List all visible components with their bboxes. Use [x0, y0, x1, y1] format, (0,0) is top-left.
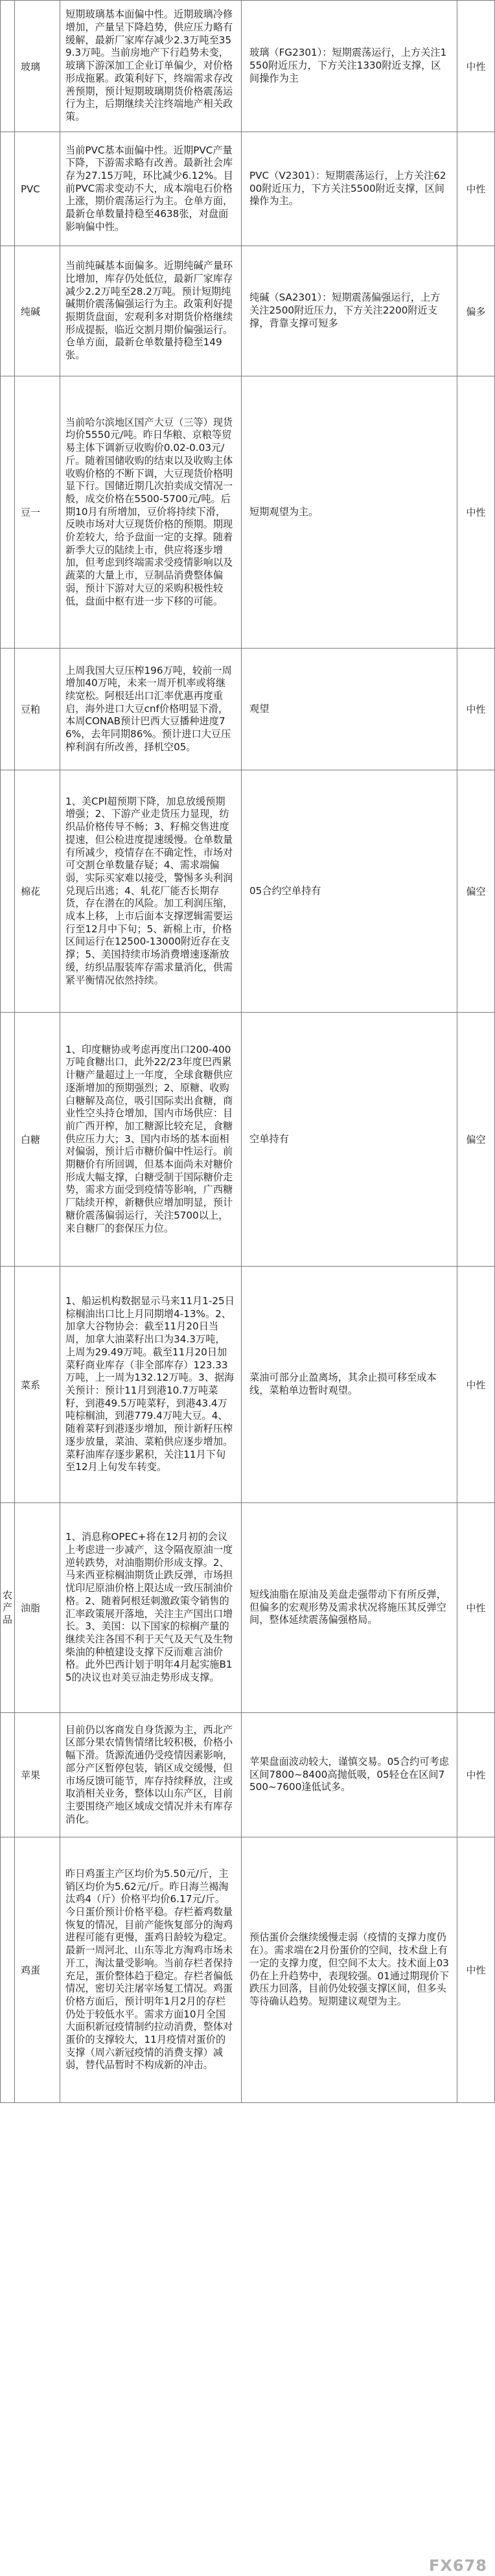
- product-name: 菜系: [15, 1267, 60, 1503]
- category-cell: [1, 649, 15, 770]
- table-row: [1, 132, 495, 246]
- fundamentals-text: 1、印度糖协或考虑再度出口200-400万吨食糖出口，此外22/23年度巴西累计糖产量超过上一年度，全球食糖供应逐渐增加的预期强烈；2、原糖、收购白糖解及高位，吸引国际卖出食糖，商业性空头持仓增加，国内市场供应：目前广西开榨，加工糖源比较充足，食糖供应压力大；3、国内市场的基本面相对偏弱，预计后市糖价偏中性运行。前期糖价有所回调，但基本面尚未对糖价形成大幅支撑，白糖受制于国际糖价走势，需求方面受到疫情等影响，广西糖厂陆续开榨，新糖供应增加明显，预计糖价震荡偏弱运行，关注5700以上，来自糖厂的套保压力位。: [60, 1013, 242, 1267]
- table-row: [1, 1713, 495, 1837]
- category-cell: [1, 1267, 15, 1503]
- fundamentals-text: 昨日鸡蛋主产区均价为5.50元/斤，主销区均价为5.62元/斤。昨日海兰褐淘汰鸡4（斤）价格平均价6.17元/斤。今日蛋价预计价格平稳。存栏蓄鸡数量恢复的情况，目前产能恢复部分的淘鸡进程可能有更慢，蛋鸡日龄较为稳定。最新一周河北、山东等北方淘鸡市场未开工，淘汰量受影响。当前存栏者保持充足，蛋价整体趋于稳定。存栏者偏低情况，密切关注屠宰场复工情况。鸡蛋价格方面后，预计明年1月2月的存栏仍处于较低水平。需求方面10月全国大面积新冠疫情制约拉动消费，整体对蛋价的支撑较大，11月疫情对蛋价的支撑（周六新冠疫情的消费支撑）减弱，替代品暂时不构成新的冲击。: [60, 1837, 242, 2103]
- watermark-logo: FX678: [429, 2557, 487, 2575]
- table-row: [1, 246, 495, 376]
- product-name: 豆一: [15, 376, 60, 649]
- technical-text: 短期观望为主。: [242, 376, 457, 649]
- view-badge: 中性: [457, 1, 495, 132]
- view-badge: 中性: [457, 1837, 495, 2103]
- category-cell: 农产品: [1, 1503, 15, 1713]
- view-badge: 中性: [457, 1267, 495, 1503]
- view-badge: 中性: [457, 376, 495, 649]
- technical-text: 玻璃（FG2301）：短期震荡运行，上方关注1550附近压力，下方关注1330附近支撑，区间操作为主: [242, 1, 457, 132]
- product-name: 油脂: [15, 1503, 60, 1713]
- product-name: 豆粕: [15, 649, 60, 770]
- category-cell: [1, 770, 15, 1013]
- view-badge: 偏空: [457, 770, 495, 1013]
- category-cell: [1, 246, 15, 376]
- view-badge: 中性: [457, 1713, 495, 1837]
- fundamentals-text: 当前PVC基本面偏中性。近期PVC产量下降，下游需求略有改善。最新社会库存为27.15万吨，环比减少6.12%。目前PVC需求变动不大，成本端电石价格上涨，期价震荡运行为主。仓单方面，最新仓单数量持稳至4638张，对盘面影响偏中性。: [60, 132, 242, 246]
- fundamentals-text: 1、船运机构数据显示马来11月1-25日棕榈油出口比上月同期增4-13%。2、加拿大谷物协会：截至11月20日当周，加拿大油菜籽出口为34.3万吨，上周为29.49万吨。截至11月20日加菜籽商业库存（非全部库存）123.33万吨，上一周为132.12万吨。3、据海关预计：预计11月到港10.7万吨菜籽，到港49.5万吨菜籽，到港43.4万吨棕榈油，到港779.4万吨大豆。4、随着菜籽到港逐步增加，预计新籽压榨逐步放量，菜油、菜粕供应逐步增加。菜籽油库存逐步累积，关注11月下旬至12月上旬发车转变。: [60, 1267, 242, 1503]
- technical-text: 空单持有: [242, 1013, 457, 1267]
- view-badge: 中性: [457, 132, 495, 246]
- fundamentals-text: 1、美CPI超预期下降，加息放缓预期增强；2、下游产业走货压力显现，纺织品价格传导不畅；3、籽棉交售进度提速，但公检进度提速缓慢。仓单数量有所减少，疫情存在不确定性，市场对可交割仓单数量存疑；4、需求端偏弱，实际买家难以接受，警惕多头利润兑现后出逃；4、轧花厂能否长期存货，存在潜在的风险。加工利润压缩，成本上移，上市后面本支撑逻辑需要运行至12月中下旬；5、新棉上市，价格区间运行在12500-13000附近存在支撑；5、美国持续市场消费增速逐渐放缓，纺织品服装库存需求量消化，供需紧平衡情况依然持续。: [60, 770, 242, 1013]
- fundamentals-text: 上周我国大豆压榨196万吨，较前一周增加40万吨，未来一周开机率或将继续宽松。阿根廷出口汇率优惠再度重启，海外进口大豆cnf价格明显下滑，本周CONAB预计巴西大豆播种进度76%，去年同期86%。预计进口大豆压榨利润有所改善，择机空05。: [60, 649, 242, 770]
- category-cell: [1, 376, 15, 649]
- view-badge: 偏多: [457, 246, 495, 376]
- table-row: [1, 1837, 495, 2103]
- category-cell: [1, 1013, 15, 1267]
- view-badge: 中性: [457, 1503, 495, 1713]
- view-badge: 中性: [457, 649, 495, 770]
- product-name: 苹果: [15, 1713, 60, 1837]
- product-name: 白糖: [15, 1013, 60, 1267]
- fundamentals-text: 当前纯碱基本面偏多。近期纯碱产量环比增加，库存仍处低位，最新厂家库存减少2.2万吨至28.2万吨。预计短期纯碱期价震荡偏强运行为主。政策利好提振期货盘面，宏观利多对期货价格继续形成提振，临近交割月期价偏强运行。仓单方面，最新仓单数量持稳至149张。: [60, 246, 242, 376]
- table-row: [1, 1267, 495, 1503]
- technical-text: 苹果盘面波动较大，谨慎交易。05合约可考虑区间7800~8400高抛低吸，05轻仓在区间7500~7600逢低试多。: [242, 1713, 457, 1837]
- product-name: 玻璃: [15, 1, 60, 132]
- technical-text: PVC（V2301）：短期震荡运行，上方关注6200附近压力，下方关注5500附近支撑，区间操作为主。: [242, 132, 457, 246]
- category-cell: [1, 1, 15, 132]
- table-row: [1, 770, 495, 1013]
- view-badge: 偏空: [457, 1013, 495, 1267]
- technical-text: 短线油脂在原油及美盘走强带动下有所反弹，但偏多的宏观形势及需求状况将施压其反弹空间，整体延续震荡偏强格局。: [242, 1503, 457, 1713]
- technical-text: 观望: [242, 649, 457, 770]
- technical-text: 05合约空单持有: [242, 770, 457, 1013]
- technical-text: 菜油可部分止盈离场，其余止损可移至成本线，菜粕单边暂时观望。: [242, 1267, 457, 1503]
- fundamentals-text: 短期玻璃基本面偏中性。近期玻璃冷修增加，产量呈下降趋势，供应压力略有缓解，最新厂家库存减少2.3万吨至359.3万吨。当前房地产下行趋势未变，玻璃下游深加工企业订单偏少，对价格形成拖累。政策利好下，终端需求存改善预期，预计短期玻璃期货价格震荡运行为主，后期继续关注终端地产相关政策。: [60, 1, 242, 132]
- category-cell: [1, 1837, 15, 2103]
- technical-text: 纯碱（SA2301）：短期震荡偏强运行，上方关注2500附近压力，下方关注2200附近支撑，背靠支撑可短多: [242, 246, 457, 376]
- table-row: [1, 1, 495, 132]
- fundamentals-text: 当前哈尔滨地区国产大豆（三等）现货均价5550元/吨。昨日华粮、京粮等贸易主体下调新豆收购价0.02-0.03元/斤。随着国储收购的结束以及收购主体收购价格的不断下调，大豆现货价格明显下行。国储近期几次拍卖成交情况一般，成交价格在5500-5700元/吨。后期10月有所增加，豆价将持续下滑，反映市场对大豆现货价格的预期。期现价差较大，给予盘面一定的支撑。随着新季大豆的陆续上市，供应将逐步增加，但考虑到终端需求受疫情影响以及蔬菜的大量上市，豆制品消费整体偏弱，预计下游对大豆的采购积极性较低，盘面中枢有进一步下移的可能。: [60, 376, 242, 649]
- category-cell: [1, 132, 15, 246]
- product-name: 鸡蛋: [15, 1837, 60, 2103]
- category-cell: [1, 1713, 15, 1837]
- fundamentals-text: 目前仍以客商发自身货源为主，西北产区部分果农情售情绪比较积极，价格小幅下滑。货源流通仍受疫情因素影响，部分产区暂停包装，销区成交缓慢，但市场反馈可能节，库存持续释放，注或取消相关业务，整体以山东产区，目前主要围绕产地区域成交情况并未有库存消化。: [60, 1713, 242, 1837]
- product-name: 纯碱: [15, 246, 60, 376]
- table-row: [1, 1503, 495, 1713]
- product-name: PVC: [15, 132, 60, 246]
- table-row: [1, 1013, 495, 1267]
- table-row: [1, 649, 495, 770]
- technical-text: 预估蛋价会继续缓慢走弱（疫情的支撑力度仍在）。需求端在2月份蛋价的空间，技术盘上有一定的支撑力度，但空间不太大。技术面上03仍在上升趋势中，表现较强。01通过期现价下跌压力回落，目前仍处较强支撑区间，但多头等待确认趋势。短期建议观望为主。: [242, 1837, 457, 2103]
- product-name: 棉花: [15, 770, 60, 1013]
- table-row: [1, 376, 495, 649]
- fundamentals-text: 1、消息称OPEC+将在12月初的会议上考虑进一步减产，这令隔夜原油一度逆转跌势，对油脂期价形成支撑。2、马来西亚棕榈油期货止跌反弹，市场担忧印尼原油价格上限达成一致压制油价格。2、随着阿根廷刺激政策令销售的汇率政策展开落地，关注主产国出口增长。3、美国：以下国家的棕榈产量的继续关注各国不利于天气及天气及生物柴油的种植建设支撑下反而难言油价格。此外巴西计划于明年4月起实施B15的决议也对美豆油走势形成支撑。: [60, 1503, 242, 1713]
